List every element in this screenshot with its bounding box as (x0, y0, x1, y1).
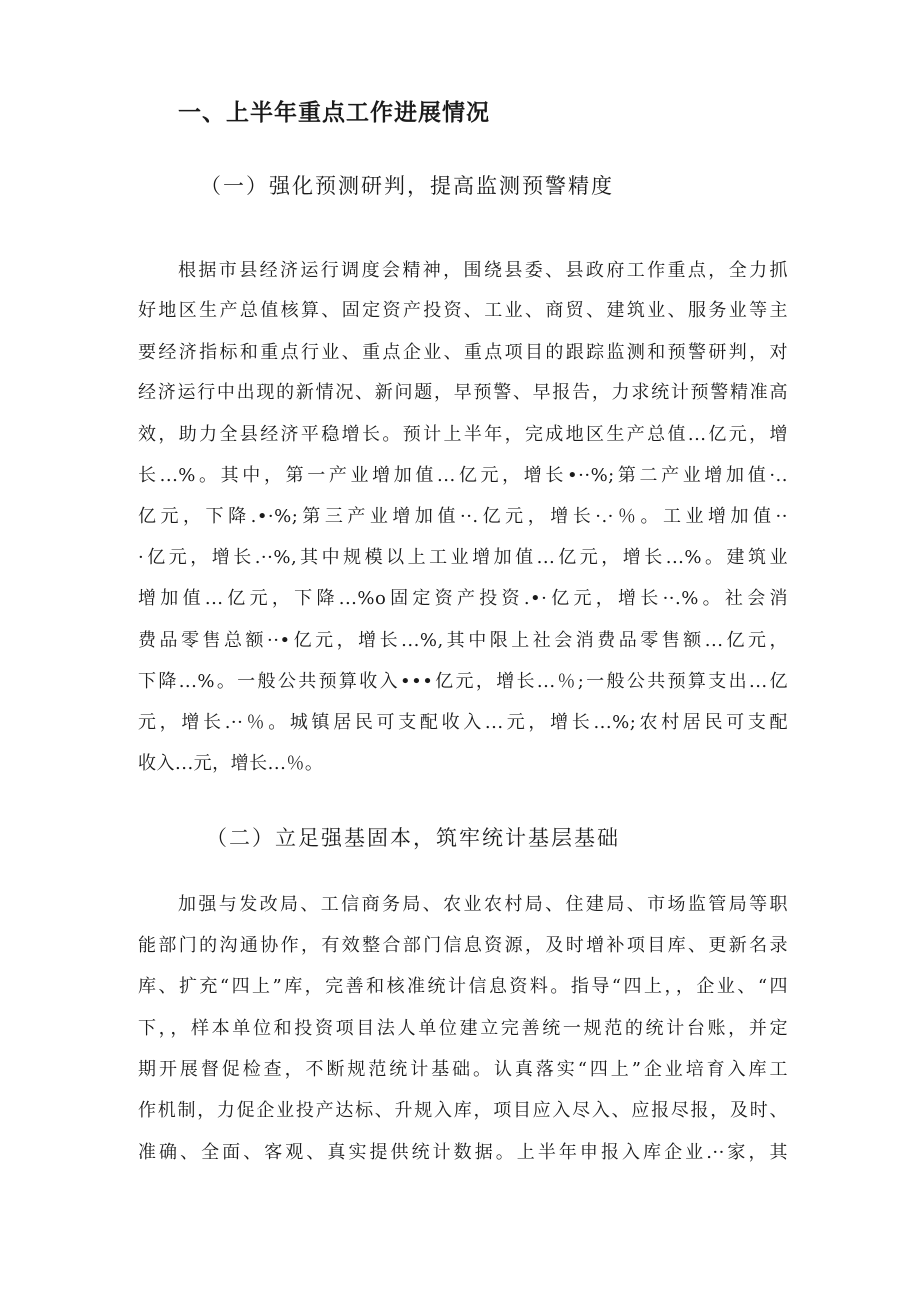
paragraph-line: 期开展督促检查，不断规范统计基础。认真落实“四上”企业培育入库工 (138, 1059, 788, 1080)
subsection-title-2: （二）立足强基固本，筑牢统计基层基础 (206, 826, 620, 850)
paragraph-line: 加强与发改局、工信商务局、农业农村局、住建局、市场监管局等职 (178, 894, 788, 915)
paragraph-line: 作机制，力促企业投产达标、升规入库，项目应入尽入、应报尽报，及时、 (138, 1100, 788, 1121)
paragraph-line: 要经济指标和重点行业、重点企业、重点项目的跟踪监测和预警研判，对 (138, 342, 788, 363)
section-title: 一、上半年重点工作进展情况 (178, 100, 490, 126)
paragraph-line: 增加值...亿元，下降...%o固定资产投资.•·亿元，增长··.%。社会消 (138, 588, 788, 609)
paragraph-line: 亿元，下降.•·%;第三产业增加值··.亿元，增长·.·％。工业增加值·· (138, 506, 788, 527)
paragraph-line: ·亿元，增长.··%,其中规模以上工业增加值...亿元，增长...%。建筑业 (138, 547, 788, 568)
paragraph-line: 能部门的沟通协作，有效整合部门信息资源，及时增补项目库、更新名录 (138, 935, 788, 956)
paragraph-line: 下，，样本单位和投资项目法人单位建立完善统一规范的统计台账，并定 (138, 1018, 788, 1039)
paragraph-line: 好地区生产总值核算、固定资产投资、工业、商贸、建筑业、服务业等主 (138, 300, 788, 321)
paragraph-line: 库、扩充“四上”库，完善和核准统计信息资料。指导“四上，，企业、“四 (138, 976, 788, 997)
paragraph-line: 元，增长.··％。城镇居民可支配收入...元，增长...%;农村居民可支配 (138, 712, 788, 733)
paragraph-line: 根据市县经济运行调度会精神，围绕县委、县政府工作重点，全力抓 (178, 260, 788, 281)
paragraph-line: 效，助力全县经济平稳增长。预计上半年，完成地区生产总值...亿元，增 (138, 424, 788, 445)
paragraph-line: 准确、全面、客观、真实提供统计数据。上半年申报入库企业.··家，其 (138, 1142, 788, 1163)
paragraph-line: 费品零售总额··•亿元，增长...%,其中限上社会消费品零售额...亿元， (138, 630, 788, 651)
paragraph-line: 下降...%。一般公共预算收入•••亿元，增长...％;一般公共预算支出...亿 (138, 671, 788, 692)
subsection-title-1: （一）强化预测研判，提高监测预警精度 (200, 174, 614, 198)
paragraph-line: 长...%。其中，第一产业增加值...亿元，增长•··%;第二产业增加值·.. (138, 465, 788, 486)
paragraph-line: 经济运行中出现的新情况、新问题，早预警、早报告，力求统计预警精准高 (138, 382, 788, 403)
paragraph-line: 收入...元，增长...％。 (138, 753, 324, 774)
